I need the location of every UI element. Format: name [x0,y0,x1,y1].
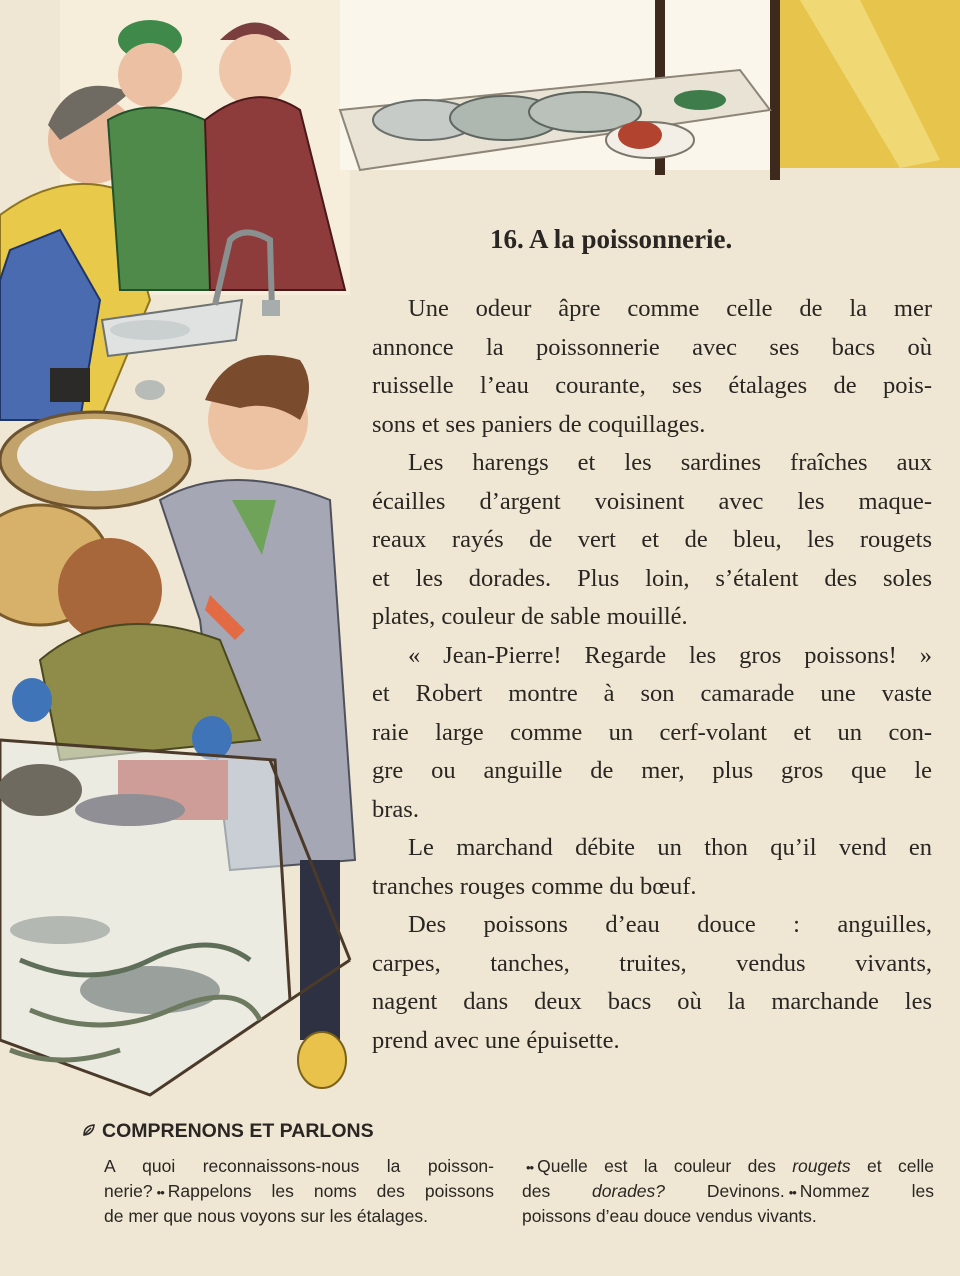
section-heading-text: COMPRENONS ET PARLONS [102,1120,374,1142]
lesson-title: 16. A la poissonnerie. [490,224,733,254]
questions-left [104,1154,494,1229]
question-line: de mer que nous voyons sur les étalages. [104,1206,428,1226]
text-line: reaux rayés de vert et de bleu, les rougets [372,526,932,553]
lesson-body [372,290,932,1060]
text-line: gre ou anguille de mer, plus gros que le [372,757,932,784]
text-line: « Jean-Pierre! Regarde les gros poissons! » [408,641,932,669]
question-line: poissons d’eau douce vendus vivants. [522,1206,817,1226]
question-line: des dorades? Devinons. •• Nommez les [522,1181,934,1201]
separator-icon: •• [526,1160,534,1175]
separator-icon: •• [156,1185,164,1200]
question-line: A quoi reconnaissons-nous la poisson- [104,1156,494,1176]
text-line: ruisselle l’eau courante, ses étalages de pois- [372,372,932,399]
text-line: prend avec une épuisette. [372,1026,620,1054]
question-line: •• Quelle est la couleur des rougets et celle [526,1156,934,1176]
text-line: sons et ses paniers de coquillages. [372,410,706,438]
text-line: Le marchand débite un thon qu’il vend en [408,834,932,861]
text-line: Des poissons d’eau douce : anguilles, [408,911,932,938]
question-line: nerie? •• Rappelons les noms des poissons [104,1181,494,1201]
text-line: nagent dans deux bacs où la marchande les [372,988,932,1015]
text-line: annonce la poissonnerie avec ses bacs où [372,333,932,361]
text-line: et les dorades. Plus loin, s’étalent des soles [372,564,932,592]
separator-icon: •• [788,1185,796,1200]
text-line: plates, couleur de sable mouillé. [372,603,688,630]
text-line: carpes, tanches, truites, vendus vivants, [372,949,932,977]
text-line: Les harengs et les sardines fraîches aux [408,449,932,476]
questions-right [522,1154,934,1229]
text-line: bras. [372,795,419,823]
text-line: écailles d’argent voisinent avec les maque- [372,487,932,515]
leaf-icon [82,1123,96,1142]
text-line: Une odeur âpre comme celle de la mer [408,295,932,322]
section-heading [82,1120,374,1143]
text-line: et Robert montre à son camarade une vaste [372,680,932,707]
text-line: tranches rouges comme du bœuf. [372,872,697,900]
text-line: raie large comme un cerf-volant et un con- [372,718,932,746]
